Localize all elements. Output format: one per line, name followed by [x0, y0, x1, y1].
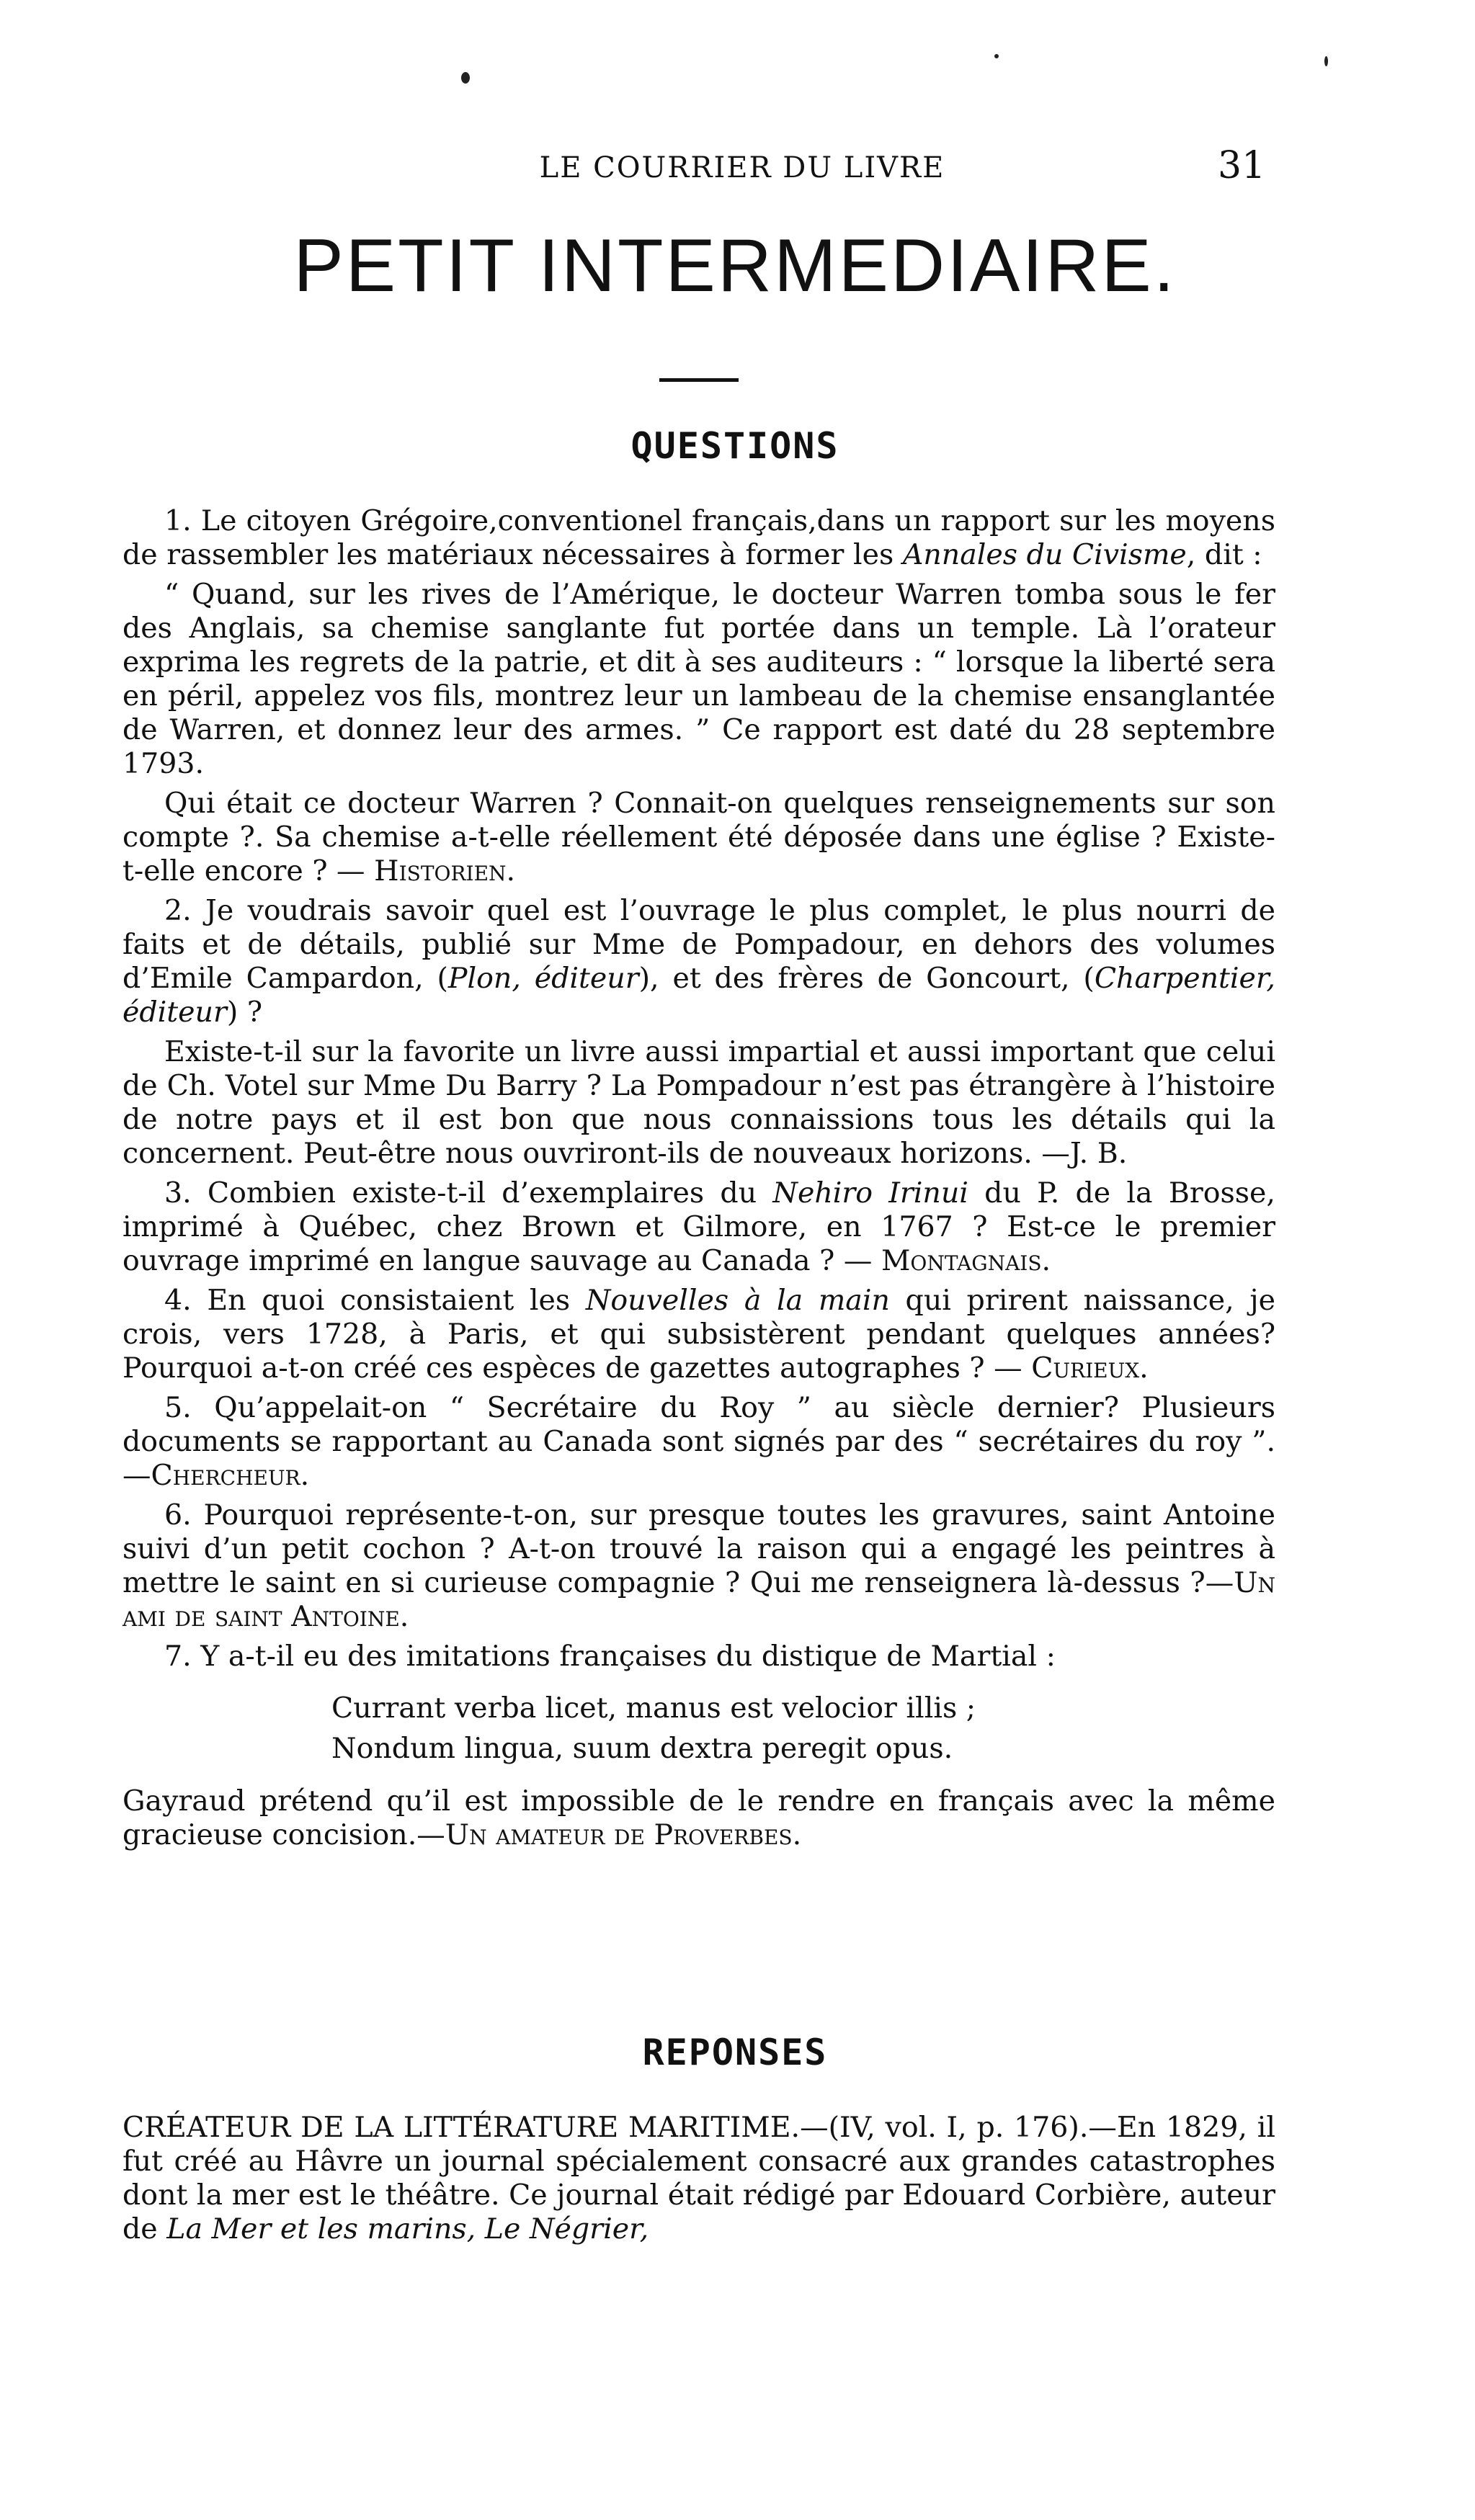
reponse-1: CRÉATEUR DE LA LITTÉRATURE MARITIME.—(IV, vol. I, p. 176).—En 1829, il fut créé au Hâvre un journal spécialement consacré aux grandes catastrophes dont la mer est le théâtre. Ce journal était rédigé par Edouard Corbière, auteur de La Mer et les marins, Le Négrier, — [122, 2111, 1276, 2246]
print-speck — [994, 54, 999, 58]
signature: Un amateur de Proverbes. — [445, 1818, 802, 1851]
verse-line: Currant verba licet, manus est velocior illis ; — [331, 1692, 976, 1725]
question-1: 1. Le citoyen Grégoire,conventionel français,dans un rapport sur les moyens de rassembler les matériaux nécessaires à former les Annales du Civisme, dit : — [122, 504, 1275, 571]
question-2: 2. Je voudrais savoir quel est l’ouvrage le plus complet, le plus nourri de faits et de détails, publié sur Mme de Pompadour, en dehors des volumes d’Emile Campardon, (Plon, éditeur), et des frères de Goncourt, (Charpentier, éditeur) ? — [122, 894, 1275, 1029]
question-7-follow-up: Gayraud prétend qu’il est impossible de le rendre en français avec la même gracieuse concision.—Un amateur de Proverbes. — [122, 1784, 1275, 1851]
question-6: 6. Pourquoi représente-t-on, sur presque toutes les gravures, saint Antoine suivi d’un petit cochon ? A-t-on trouvé la raison qui a engagé les peintres à mettre le saint en si curieuse compagnie ? Qui me renseignera là-dessus ?—Un ami de saint Antoine. — [122, 1498, 1275, 1633]
page-number: 31 — [1218, 144, 1266, 187]
questions-heading: QUESTIONS — [630, 425, 839, 467]
running-head: LE COURRIER DU LIVRE — [539, 151, 945, 184]
verse-line: Nondum lingua, suum dextra peregit opus. — [331, 1732, 953, 1765]
question-2-follow-up: Existe-t-il sur la favorite un livre aussi impartial et aussi important que celui de Ch. Votel sur Mme Du Barry ? La Pompadour n’est pas étrangère à l’histoire de notre pays et il est bon que nous connaissions tous les détails qui la concernent. Peut-être nous ouvriront-ils de nouveaux horizons. —J. B. — [122, 1035, 1275, 1170]
latin-verse — [122, 1688, 1275, 1769]
question-1-follow-up: Qui était ce docteur Warren ? Connait-on quelques renseignements sur son compte ?. Sa chemise a-t-elle réellement été déposée dans une église ? Existe-t-elle encore ? — Historien. — [122, 787, 1275, 888]
signature: Curieux. — [1031, 1351, 1149, 1385]
question-4: 4. En quoi consistaient les Nouvelles à la main qui prirent naissance, je crois, vers 1728, à Paris, et qui subsistèrent pendant quelques années? Pourquoi a-t-on créé ces espèces de gazettes autographes ? — Curieux. — [122, 1284, 1275, 1385]
reponses-heading: REPONSES — [642, 2032, 828, 2073]
page-title: PETIT INTERMEDIAIRE. — [293, 224, 1177, 308]
signature: Montagnais. — [881, 1244, 1051, 1277]
print-speck — [461, 72, 470, 84]
reponses-body — [122, 2111, 1275, 2252]
signature: Chercheur. — [151, 1459, 310, 1492]
question-5: 5. Qu’appelait-on “ Secrétaire du Roy ” au siècle dernier? Plusieurs documents se rapportant au Canada sont signés par des “ secrétaires du roy ”.—Chercheur. — [122, 1391, 1275, 1492]
print-speck — [1324, 56, 1328, 66]
question-7: 7. Y a-t-il eu des imitations françaises du distique de Martial : — [164, 1640, 1056, 1673]
signature: Un ami de saint Antoine. — [122, 1566, 1275, 1633]
title-divider — [659, 378, 739, 382]
question-1-quote: “ Quand, sur les rives de l’Amérique, le docteur Warren tomba sous le fer des Anglais, sa chemise sanglante fut portée dans un temple. Là l’orateur exprima les regrets de la patrie, et dit à ses auditeurs : “ lorsque la liberté sera en péril, appelez vos fils, montrez leur un lambeau de la chemise ensanglantée de Warren, et donnez leur des armes. ” Ce rapport est daté du 28 septembre 1793. — [122, 578, 1275, 780]
signature: Historien. — [374, 854, 516, 888]
question-3: 3. Combien existe-t-il d’exemplaires du Nehiro Irinui du P. de la Brosse, imprimé à Québec, chez Brown et Gilmore, en 1767 ? Est-ce le premier ouvrage imprimé en langue sauvage au Canada ? — Montagnais. — [122, 1176, 1275, 1277]
questions-body — [122, 504, 1275, 1858]
